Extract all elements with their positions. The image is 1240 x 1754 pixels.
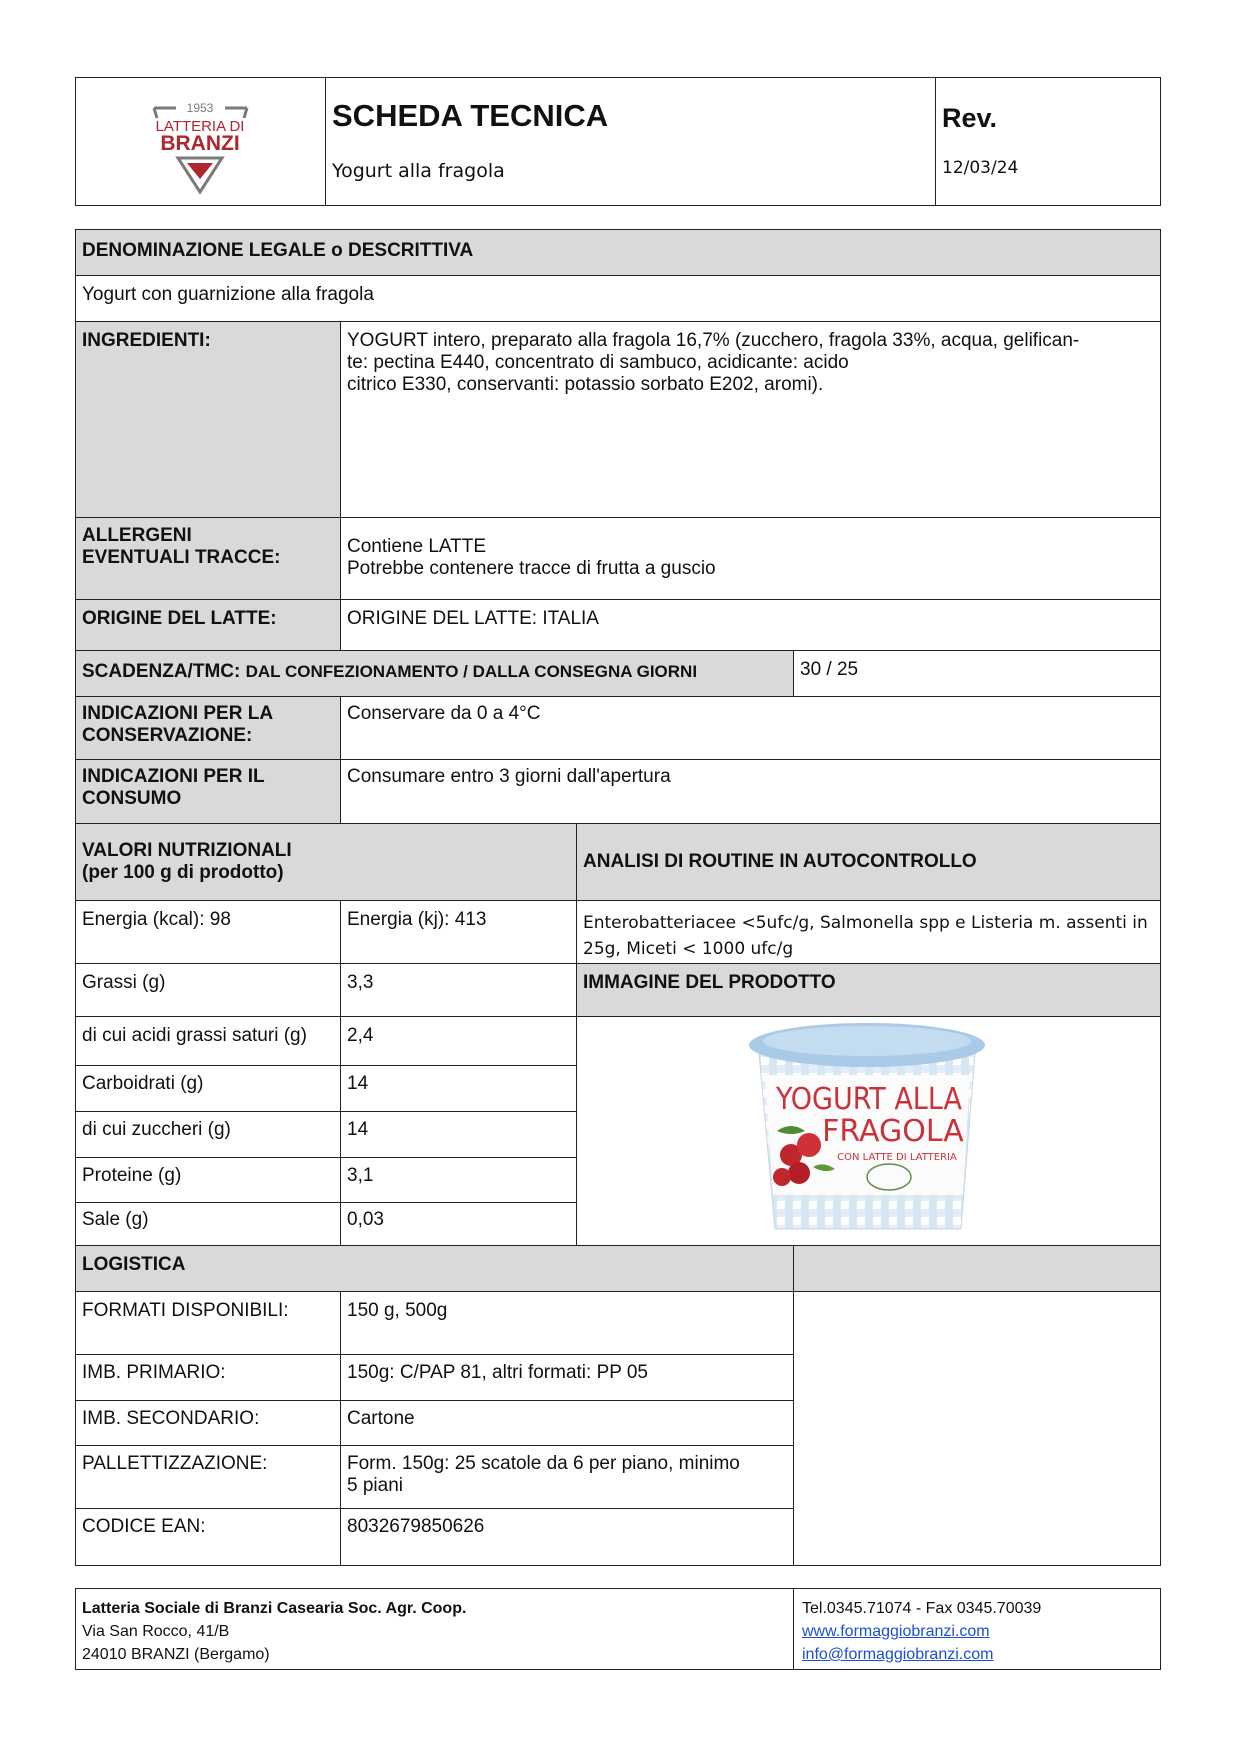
- conservazione-label-line: CONSERVAZIONE:: [82, 725, 253, 746]
- header-logo-cell: [75, 77, 326, 206]
- nutrition-header: [75, 823, 577, 901]
- pallet-line: 5 piani: [347, 1475, 403, 1496]
- immagine-header: IMMAGINE DEL PRODOTTO: [576, 963, 1161, 1017]
- footer-website-link[interactable]: www.formaggiobranzi.com: [802, 1623, 990, 1640]
- svg-text:BRANZI: BRANZI: [160, 132, 240, 155]
- analisi-line: 25g, Miceti < 1000 ufc/g: [583, 939, 794, 959]
- analisi-value: [576, 900, 1161, 964]
- allergeni-value: [340, 517, 1161, 600]
- footer-address-2: 24010 BRANZI (Bergamo): [82, 1646, 270, 1663]
- origine-value: ORIGINE DEL LATTE: ITALIA: [340, 599, 1161, 651]
- nutrition-label-carboidrati: Carboidrati (g): [75, 1065, 341, 1112]
- ingredienti-line: YOGURT intero, preparato alla fragola 16,7% (zucchero, fragola 33%, acqua, gelifican-: [347, 330, 1080, 351]
- consumo-label-line: INDICAZIONI PER IL: [82, 766, 265, 787]
- ingredienti-value: [340, 321, 1161, 518]
- conservazione-label: [75, 696, 341, 760]
- footer-left: [75, 1588, 794, 1670]
- logistica-header: LOGISTICA: [75, 1245, 794, 1292]
- nutrition-header-line: VALORI NUTRIZIONALI: [82, 840, 292, 861]
- footer-company: Latteria Sociale di Branzi Casearia Soc. Agr. Coop.: [82, 1600, 467, 1617]
- page-subtitle: Yogurt alla fragola: [332, 160, 505, 182]
- nutrition-label-zuccheri: di cui zuccheri (g): [75, 1111, 341, 1158]
- logistica-value-formati: 150 g, 500g: [340, 1291, 794, 1355]
- conservazione-label-line: INDICAZIONI PER LA: [82, 703, 274, 724]
- svg-text:YOGURT ALLA: YOGURT ALLA: [775, 1082, 963, 1117]
- scadenza-label-rest: DAL CONFEZIONAMENTO / DALLA CONSEGNA GIORNI: [245, 662, 698, 681]
- logistica-label-ean: CODICE EAN:: [75, 1508, 341, 1566]
- energy-kcal: Energia (kcal): 98: [75, 900, 341, 964]
- logistica-value-pallet: [340, 1445, 794, 1509]
- scadenza-value: 30 / 25: [793, 650, 1161, 697]
- nutrition-value-sale: 0,03: [340, 1202, 577, 1246]
- footer-phone: Tel.0345.71074 - Fax 0345.70039: [802, 1600, 1042, 1617]
- scadenza-label: [75, 650, 794, 697]
- ingredienti-line: te: pectina E440, concentrato di sambuco, acidicante: acido: [347, 352, 849, 373]
- consumo-label-line: CONSUMO: [82, 788, 182, 809]
- nutrition-label-saturi: di cui acidi grassi saturi (g): [75, 1016, 341, 1066]
- ingredienti-label: INGREDIENTI:: [75, 321, 341, 518]
- footer-address-1: Via San Rocco, 41/B: [82, 1623, 230, 1640]
- svg-text:LATTERIA DI: LATTERIA DI: [155, 118, 245, 135]
- nutrition-label-grassi: Grassi (g): [75, 963, 341, 1017]
- footer-email-link[interactable]: info@formaggiobranzi.com: [802, 1646, 994, 1663]
- svg-text:CON LATTE DI LATTERIA: CON LATTE DI LATTERIA: [837, 1152, 957, 1163]
- origine-label: ORIGINE DEL LATTE:: [75, 599, 341, 651]
- nutrition-value-grassi: 3,3: [340, 963, 577, 1017]
- nutrition-label-proteine: Proteine (g): [75, 1157, 341, 1203]
- ingredienti-line: citrico E330, conservanti: potassio sorbato E202, aromi).: [347, 374, 824, 395]
- nutrition-value-saturi: 2,4: [340, 1016, 577, 1066]
- denominazione-value: Yogurt con guarnizione alla fragola: [75, 275, 1161, 322]
- header-title-cell: [325, 77, 936, 206]
- product-image-cell: [576, 1016, 1161, 1246]
- logistica-value-ean: 8032679850626: [340, 1508, 794, 1566]
- consumo-label: [75, 759, 341, 824]
- logistica-header-right: [793, 1245, 1161, 1292]
- yogurt-cup-image: [577, 1017, 1160, 1245]
- svg-text:1953: 1953: [186, 101, 214, 115]
- header-rev-cell: [935, 77, 1161, 206]
- page-title: SCHEDA TECNICA: [332, 98, 609, 133]
- allergeni-label-line: EVENTUALI TRACCE:: [82, 547, 281, 568]
- allergeni-traces: Potrebbe contenere tracce di frutta a guscio: [347, 558, 716, 579]
- denominazione-label: DENOMINAZIONE LEGALE o DESCRITTIVA: [75, 229, 1161, 276]
- allergeni-label-line: ALLERGENI: [82, 525, 192, 546]
- nutrition-value-zuccheri: 14: [340, 1111, 577, 1158]
- footer-right: [793, 1588, 1161, 1670]
- nutrition-header-line: (per 100 g di prodotto): [82, 862, 284, 883]
- logistica-label-pallet: PALLETTIZZAZIONE:: [75, 1445, 341, 1509]
- rev-date: 12/03/24: [942, 158, 1019, 178]
- scadenza-label-main: SCADENZA/TMC:: [82, 661, 241, 682]
- pallet-line: Form. 150g: 25 scatole da 6 per piano, minimo: [347, 1453, 740, 1474]
- logistica-label-secondario: IMB. SECONDARIO:: [75, 1400, 341, 1446]
- latteria-branzi-logo: [76, 78, 325, 205]
- nutrition-value-proteine: 3,1: [340, 1157, 577, 1203]
- energy-kj: Energia (kj): 413: [340, 900, 577, 964]
- conservazione-value: Conservare da 0 a 4°C: [340, 696, 1161, 760]
- allergeni-label: [75, 517, 341, 600]
- logistica-value-secondario: Cartone: [340, 1400, 794, 1446]
- consumo-value: Consumare entro 3 giorni dall'apertura: [340, 759, 1161, 824]
- allergeni-contains: Contiene LATTE: [347, 536, 487, 557]
- logistica-side-cell: [793, 1291, 1161, 1566]
- nutrition-label-sale: Sale (g): [75, 1202, 341, 1246]
- logistica-label-formati: FORMATI DISPONIBILI:: [75, 1291, 341, 1355]
- nutrition-value-carboidrati: 14: [340, 1065, 577, 1112]
- analisi-line: Enterobatteriacee <5ufc/g, Salmonella spp e Listeria m. assenti in: [583, 913, 1148, 933]
- rev-label: Rev.: [942, 103, 998, 133]
- svg-text:FRAGOLA: FRAGOLA: [822, 1114, 964, 1149]
- logistica-label-primario: IMB. PRIMARIO:: [75, 1354, 341, 1401]
- logistica-value-primario: 150g: C/PAP 81, altri formati: PP 05: [340, 1354, 794, 1401]
- analisi-header: ANALISI DI ROUTINE IN AUTOCONTROLLO: [576, 823, 1161, 901]
